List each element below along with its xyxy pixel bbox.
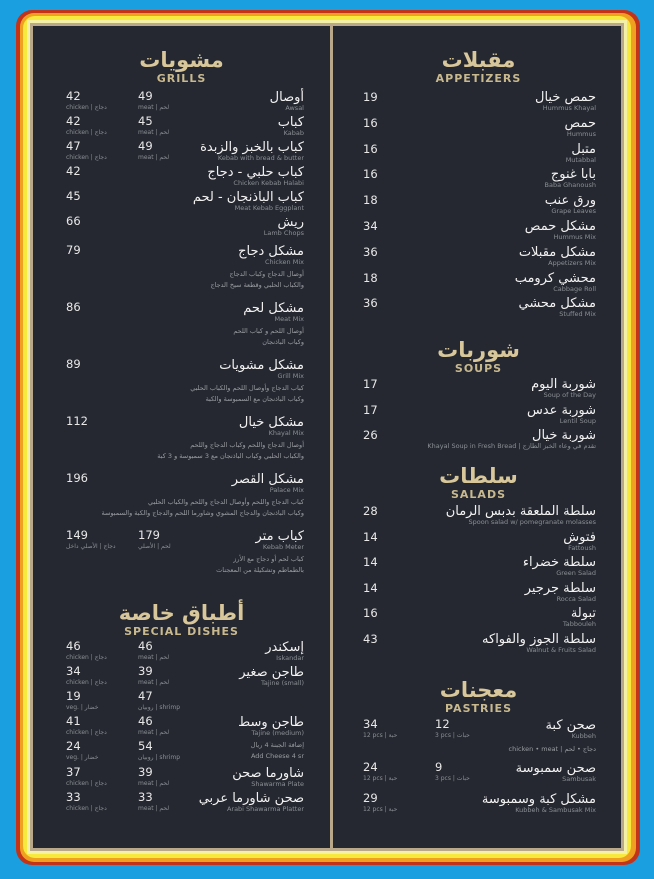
- price-large: 29: [363, 791, 378, 805]
- item-name-ar: محشي كرومب: [514, 270, 596, 286]
- grills-title-en: GRILLS: [156, 72, 207, 85]
- price-veg: 19: [66, 689, 81, 703]
- item-price: 196: [66, 471, 88, 485]
- label-chicken: chicken | دجاج: [66, 679, 107, 686]
- label-meat: meat | لحم: [138, 129, 170, 136]
- item-price: 112: [66, 414, 88, 428]
- label-shrimp: روبيان | shrimp: [138, 754, 181, 761]
- price-veg: 24: [66, 739, 81, 753]
- price-chicken: 149: [66, 528, 88, 542]
- salads-title-ar: سلطات: [439, 464, 518, 488]
- price-meat: 46: [138, 714, 153, 728]
- item-name-en: Khayal Mix: [268, 429, 304, 437]
- price-meat: 39: [138, 765, 153, 779]
- item-name-ar: كباب: [277, 115, 304, 130]
- label-large: 12 pcs | حبة: [363, 775, 398, 782]
- item-name-en: Tajine (medium): [251, 729, 304, 737]
- item-price: 16: [363, 115, 378, 130]
- item-name-ar: كباب حلبي - دجاج: [207, 165, 304, 180]
- item-name-ar: سلطة الجوز والفواكه: [482, 631, 596, 647]
- item-name-ar: ريش: [277, 215, 304, 230]
- item-description: بالطماطم وتشكيلة من المعجنات: [216, 566, 304, 574]
- item-name-en: Shawarma Plate: [251, 780, 304, 788]
- item-price: 36: [363, 296, 378, 311]
- pastries-title-ar: معجنات: [439, 678, 518, 702]
- item-name-ar: كباب متر: [255, 529, 304, 544]
- label-large: 12 pcs | حبة: [363, 732, 398, 739]
- price-large: 34: [363, 717, 378, 731]
- left-column: [33, 26, 330, 848]
- item-name-ar: مشكل مقبلات: [518, 244, 596, 260]
- special-dishes-title-en: SPECIAL DISHES: [124, 625, 239, 638]
- item-description: أوصال اللحم و كباب اللحم: [233, 327, 304, 335]
- item-name-en: Kubbeh: [571, 732, 596, 740]
- label-small: 3 pcs | حبات: [435, 732, 470, 739]
- item-name-en: Kabab: [283, 129, 304, 137]
- item-price: 86: [66, 300, 81, 314]
- item-name-ar: صحن سمبوسة: [515, 761, 596, 776]
- label-meat: meat | لحم: [138, 780, 170, 787]
- price-meat: 49: [138, 139, 153, 153]
- price-chicken: 42: [66, 114, 81, 128]
- grill-item: [33, 165, 330, 190]
- item-name-ar: حمص: [564, 115, 596, 131]
- item-price: 79: [66, 243, 81, 257]
- grill-item: [33, 115, 330, 140]
- item-name-ar: تبولة: [570, 606, 596, 621]
- menu-item: [333, 142, 624, 168]
- grill-item: [33, 471, 330, 517]
- item-name-ar: سلطة خضراء: [522, 555, 596, 570]
- label-meat: meat | لحم: [138, 679, 170, 686]
- item-price: 16: [363, 606, 378, 620]
- item-description: كباب لحم أو دجاج مع الأرز: [233, 555, 304, 563]
- item-name-en: Lentil Soup: [559, 416, 596, 425]
- pastry-item: [333, 761, 624, 791]
- item-name-en: Chicken Kebab Halabi: [233, 179, 304, 187]
- grill-item: [33, 243, 330, 289]
- grill-item: [33, 300, 330, 346]
- menu-item: [333, 581, 624, 607]
- menu-item: [333, 90, 624, 116]
- label-veg: veg. | خضار: [66, 704, 99, 711]
- item-description: والكباب الحلبي وقطعة سيخ الدجاج: [210, 281, 304, 289]
- item-price: 34: [363, 219, 378, 233]
- item-name-ar: شاورما صحن: [232, 766, 304, 781]
- label-meat: meat | لحم: [138, 154, 170, 161]
- price-chicken: 41: [66, 714, 81, 728]
- label-chicken: chicken | دجاج: [66, 729, 107, 736]
- soups-heading: [333, 338, 624, 375]
- item-name-ar: كباب بالخبز والزبدة: [200, 140, 304, 155]
- item-name-en: Tabbouleh: [562, 620, 596, 628]
- item-name-en: Chicken Mix: [264, 258, 304, 266]
- grill-item: [33, 357, 330, 403]
- menu-item: [333, 167, 624, 193]
- grill-item: [33, 140, 330, 165]
- item-name-en: Iskandar: [276, 654, 304, 662]
- menu-item: [333, 377, 624, 403]
- item-name-en: Arabi Shawarma Platter: [226, 805, 304, 813]
- price-row: [33, 766, 233, 791]
- item-description: والكباب الحلبي وكباب الباذنجان مع 3 سمبوسة و 3 كبة: [157, 452, 304, 460]
- item-name-ar: أوصال: [269, 90, 304, 105]
- item-name-ar: ورق عنب: [544, 193, 596, 209]
- price-chicken: 47: [66, 139, 81, 153]
- appetizers-heading: [333, 48, 624, 85]
- item-name-en: Spoon salad w/ pomegranate molasses: [468, 518, 596, 526]
- item-price: 14: [363, 529, 378, 544]
- item-name-en: Kebab with bread & butter: [217, 154, 304, 162]
- item-price: 43: [363, 631, 378, 646]
- item-name-en: Kebab Meter: [262, 543, 304, 551]
- item-price: 45: [66, 189, 81, 203]
- item-name-en: Hummus Khayal: [542, 104, 596, 112]
- price-meat: 39: [138, 664, 153, 678]
- price-shrimp: 47: [138, 689, 153, 703]
- item-price: 14: [363, 555, 378, 569]
- price-small: 12: [435, 717, 450, 731]
- grills-title-ar: مشويات: [139, 48, 224, 72]
- price-chicken: 37: [66, 765, 81, 779]
- price-row: [33, 640, 233, 665]
- label-meat: meat | لحم: [138, 104, 170, 111]
- item-description: كباب الدجاج وأوصال اللحم والكباب الحلبي: [190, 384, 304, 392]
- label-chicken: دجاج | الأصلي داخل: [66, 543, 116, 550]
- label-meat: meat | لحم: [138, 654, 170, 661]
- appetizers-title-ar: مقبلات: [441, 48, 516, 72]
- grill-item: [33, 414, 330, 460]
- price-meat: 45: [138, 114, 153, 128]
- item-name-ar: بابا غنوج: [550, 167, 596, 183]
- price-large: 24: [363, 760, 378, 774]
- item-description: كباب الدجاج واللحم وأوصال الدجاج واللحم والكباب الحلبي: [148, 498, 304, 506]
- item-description: وكباب الباذنجان مع السمبوسة والكبة: [205, 395, 304, 403]
- item-name-en: Cabbage Roll: [553, 284, 596, 293]
- label-chicken: chicken | دجاج: [66, 654, 107, 661]
- grill-item: [33, 190, 330, 215]
- menu-item: [333, 530, 624, 556]
- item-name-en: Fattoush: [568, 543, 596, 552]
- menu-item: [333, 116, 624, 142]
- price-meat: 33: [138, 790, 153, 804]
- menu-item: [333, 193, 624, 219]
- right-column: [333, 26, 624, 848]
- item-name-ar: سلطة جرجير: [524, 580, 596, 596]
- item-price: 17: [363, 402, 378, 417]
- menu-item: [333, 504, 624, 530]
- item-name-ar: مشكل القصر: [231, 472, 304, 487]
- item-name-en: Grill Mix: [277, 372, 304, 380]
- item-price: 19: [363, 90, 378, 104]
- label-veg: veg. | خضار: [66, 754, 99, 761]
- special-dishes-heading: [33, 601, 330, 638]
- item-description: أوصال الدجاج واللحم وكباب الدجاج واللحم: [190, 441, 304, 449]
- soups-title-ar: شوربات: [437, 338, 520, 362]
- item-name-en: Lamb Chops: [263, 229, 304, 237]
- appetizers-title-en: APPETIZERS: [435, 72, 522, 85]
- item-name-ar: شوربة عدس: [526, 402, 596, 418]
- item-name-en: Appetizers Mix: [548, 258, 596, 267]
- item-name-ar: مشكل كبة وسمبوسة: [481, 792, 596, 807]
- menu-item: [333, 632, 624, 658]
- item-price: 17: [363, 377, 378, 391]
- item-price: 89: [66, 357, 81, 371]
- item-name-ar: مشكل خيال: [238, 415, 304, 430]
- price-shrimp: 54: [138, 739, 153, 753]
- item-name-en: Green Salad: [556, 569, 596, 577]
- price-row: [33, 715, 233, 740]
- item-name-ar: سلطة الملعقة بدبس الرمان: [445, 504, 596, 519]
- price-row-extra: [33, 690, 233, 715]
- price-row: [33, 665, 233, 690]
- item-name-ar: مشكل دجاج: [238, 244, 304, 259]
- item-name-en: Baba Ghanoush: [544, 181, 596, 190]
- pastries-title-en: PASTRIES: [445, 702, 512, 715]
- item-description: وكباب الباذنجان: [262, 338, 304, 346]
- item-name-en: Palace Mix: [269, 486, 304, 494]
- item-description: أوصال الدجاج وكباب الدجاج: [229, 270, 304, 278]
- item-name-ar: صحن شاورما عربي: [198, 791, 304, 806]
- label-chicken: chicken | دجاج: [66, 129, 107, 136]
- menu-item: [333, 428, 624, 454]
- item-note-ar: إضافة الجبنة 4 ريال: [250, 741, 304, 749]
- menu-item: [333, 403, 624, 429]
- price-meat: 49: [138, 89, 153, 103]
- label-meat: لحم | الأصلي: [138, 543, 171, 550]
- menu-board: [30, 23, 624, 851]
- item-description: وكباب الباذنجان والدجاج المشوي وشاورما اللحم والدجاج والكبة والسمبوسة: [101, 509, 304, 517]
- label-large: 12 pcs | حبة: [363, 806, 398, 813]
- item-name-ar: متبل: [571, 141, 596, 157]
- item-name-en: Sambusak: [562, 775, 596, 783]
- price-row: [33, 791, 233, 816]
- item-name-ar: شوربة خيال: [532, 428, 596, 443]
- item-name-en: Meat Mix: [274, 315, 304, 323]
- item-name-ar: مشكل محشي: [518, 296, 596, 312]
- menu-item: [333, 555, 624, 581]
- label-chicken: chicken | دجاج: [66, 104, 107, 111]
- price-small: 9: [435, 760, 443, 774]
- label-meat: meat | لحم: [138, 805, 170, 812]
- price-meat: 179: [138, 528, 160, 542]
- menu-item: [333, 219, 624, 245]
- item-price: 18: [363, 270, 378, 285]
- item-name-ar: طاجن وسط: [238, 715, 304, 730]
- soups-title-en: SOUPS: [454, 362, 503, 375]
- item-name-en: Meat Kebab Eggplant: [234, 204, 304, 212]
- label-chicken: chicken | دجاج: [66, 154, 107, 161]
- item-name-en: Kubbeh & Sambusak Mix: [515, 806, 596, 814]
- item-name-en: Awsal: [285, 104, 304, 112]
- price-chicken: 42: [66, 89, 81, 103]
- item-name-ar: مشكل حمص: [524, 219, 596, 234]
- item-name-en: Hummus: [566, 129, 596, 138]
- item-price: 36: [363, 244, 378, 259]
- item-name-en: Rocca Salad: [556, 594, 596, 603]
- item-price: 66: [66, 214, 81, 228]
- menu-item: [333, 245, 624, 271]
- price-meat: 46: [138, 639, 153, 653]
- label-shrimp: روبيان | shrimp: [138, 704, 181, 711]
- item-name-en: Stuffed Mix: [559, 310, 596, 319]
- item-name-ar: شوربة اليوم: [531, 377, 596, 392]
- pastry-item: [333, 717, 624, 753]
- item-price: 18: [363, 193, 378, 208]
- item-name-en: Soup of the Day: [543, 391, 596, 399]
- price-row-extra: [33, 740, 233, 765]
- item-note: chicken • meat | دجاج • لحم: [508, 745, 596, 753]
- pastries-heading: [333, 678, 624, 715]
- salads-heading: [333, 464, 624, 501]
- item-name-en: Mutabbal: [565, 155, 596, 164]
- item-name-ar: حمص خيال: [535, 90, 596, 105]
- item-price: 28: [363, 504, 378, 518]
- pastry-item: [333, 792, 624, 822]
- price-chicken: 34: [66, 664, 81, 678]
- label-small: 3 pcs | حبات: [435, 775, 470, 782]
- item-name-en: Walnut & Fruits Salad: [526, 645, 596, 654]
- price-chicken: 33: [66, 790, 81, 804]
- menu-item: [333, 271, 624, 297]
- menu-item: [333, 296, 624, 322]
- item-name-ar: مشكل مشويات: [219, 358, 304, 373]
- item-price: 16: [363, 167, 378, 182]
- grill-item: [33, 215, 330, 240]
- item-name-en: Tajine (small): [260, 679, 304, 687]
- item-name-en: Hummus Mix: [553, 233, 596, 241]
- item-name-ar: طاجن صغير: [239, 665, 304, 680]
- menu-item: [333, 606, 624, 632]
- item-name-ar: مشكل لحم: [243, 301, 304, 316]
- item-name-ar: صحن كبة: [545, 718, 596, 733]
- item-name-en: Grape Leaves: [551, 207, 596, 216]
- item-price: 26: [363, 428, 378, 442]
- grill-item: [33, 90, 330, 115]
- salads-title-en: SALADS: [450, 488, 506, 501]
- grills-heading: [33, 48, 330, 85]
- item-name-ar: فتوش: [563, 529, 596, 545]
- item-name-en: Khayal Soup in Fresh Bread | تقدم في وعاء الخبز الطازج: [427, 442, 596, 450]
- item-price: 14: [363, 580, 378, 595]
- item-note-en: Add Cheese 4 sr: [250, 752, 304, 760]
- grill-item: [33, 528, 330, 574]
- special-dishes-title-ar: أطباق خاصة: [118, 601, 245, 625]
- price-chicken: 46: [66, 639, 81, 653]
- label-meat: meat | لحم: [138, 729, 170, 736]
- item-name-ar: كباب الباذنجان - لحم: [192, 190, 304, 205]
- label-chicken: chicken | دجاج: [66, 780, 107, 787]
- item-price: 42: [66, 164, 81, 178]
- item-name-ar: إسكندر: [265, 640, 304, 655]
- label-chicken: chicken | دجاج: [66, 805, 107, 812]
- item-price: 16: [363, 141, 378, 156]
